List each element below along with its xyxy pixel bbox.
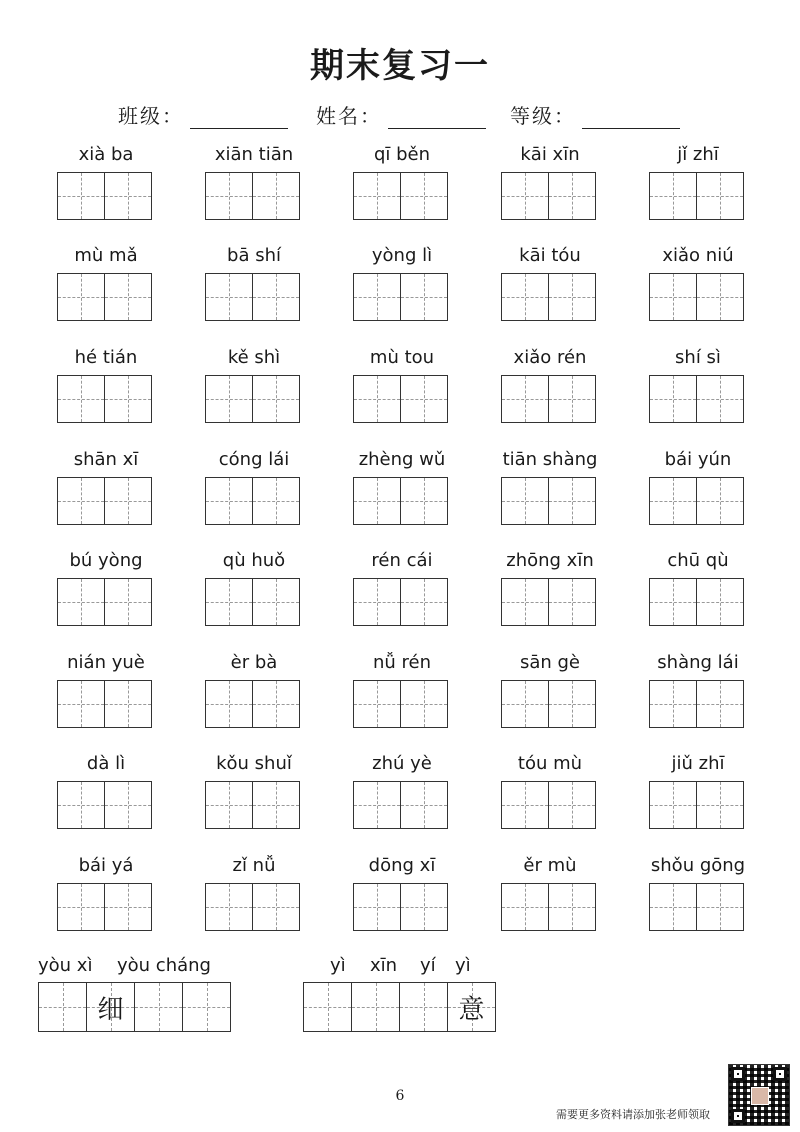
- qr-code-icon: [728, 1064, 790, 1126]
- tianzi-box[interactable]: [697, 172, 744, 220]
- tianzi-box[interactable]: [697, 477, 744, 525]
- idiom-pinyin: yì: [330, 955, 346, 976]
- tianzi-box[interactable]: [649, 680, 697, 728]
- tianzi-box[interactable]: [649, 883, 697, 931]
- idiom-box[interactable]: [303, 982, 352, 1032]
- tianzi-boxes: [649, 172, 744, 220]
- idiom-box[interactable]: [400, 982, 448, 1032]
- tianzi-boxes: [205, 477, 300, 525]
- tianzi-box[interactable]: [353, 680, 401, 728]
- tianzi-box[interactable]: [253, 883, 300, 931]
- tianzi-boxes: [353, 883, 448, 931]
- tianzi-box[interactable]: [253, 680, 300, 728]
- class-label: 班级：: [118, 104, 184, 128]
- tianzi-boxes: [57, 578, 152, 626]
- tianzi-boxes: [57, 375, 152, 423]
- word-pinyin: shǒu gōng: [650, 855, 746, 876]
- page-title: 期末复习一: [310, 46, 490, 86]
- word-pinyin: zhōng xīn: [506, 550, 594, 571]
- word-pinyin: dà lì: [86, 753, 126, 774]
- tianzi-box[interactable]: [253, 477, 300, 525]
- tianzi-boxes: [57, 781, 152, 829]
- given-character: [183, 983, 230, 1031]
- tianzi-box[interactable]: [501, 477, 549, 525]
- idiom-pinyin: yì: [455, 955, 471, 976]
- word-pinyin: shàng lái: [657, 652, 739, 673]
- tianzi-box[interactable]: [57, 273, 105, 321]
- tianzi-box[interactable]: [697, 883, 744, 931]
- tianzi-boxes: [205, 680, 300, 728]
- tianzi-box[interactable]: [253, 578, 300, 626]
- tianzi-box[interactable]: [549, 680, 596, 728]
- tianzi-boxes: [501, 883, 596, 931]
- tianzi-boxes: [649, 578, 744, 626]
- word-pinyin: nián yuè: [67, 652, 145, 673]
- tianzi-box[interactable]: [649, 578, 697, 626]
- tianzi-box[interactable]: [549, 172, 596, 220]
- tianzi-box[interactable]: [205, 883, 253, 931]
- tianzi-boxes: [205, 172, 300, 220]
- given-character: [352, 983, 399, 1031]
- tianzi-box[interactable]: [105, 172, 152, 220]
- idiom-boxes: [303, 982, 496, 1032]
- tianzi-box[interactable]: [253, 375, 300, 423]
- tianzi-box[interactable]: [205, 781, 253, 829]
- given-character: [400, 983, 447, 1031]
- word-pinyin: tóu mù: [517, 753, 583, 774]
- word-pinyin: zǐ nǚ: [232, 855, 276, 876]
- word-pinyin: xià ba: [78, 144, 134, 165]
- word-pinyin: cóng lái: [218, 449, 290, 470]
- tianzi-boxes: [57, 680, 152, 728]
- tianzi-box[interactable]: [649, 172, 697, 220]
- tianzi-boxes: [205, 273, 300, 321]
- tianzi-boxes: [57, 477, 152, 525]
- tianzi-boxes: [501, 477, 596, 525]
- tianzi-boxes: [353, 477, 448, 525]
- word-pinyin: xiǎo rén: [513, 347, 587, 368]
- idiom-pinyin: yòu cháng: [117, 955, 211, 976]
- tianzi-boxes: [205, 883, 300, 931]
- word-pinyin: mù mǎ: [74, 245, 138, 266]
- word-pinyin: zhèng wǔ: [358, 449, 446, 470]
- word-pinyin: xiǎo niú: [662, 245, 734, 266]
- word-pinyin: ěr mù: [523, 855, 577, 876]
- tianzi-box[interactable]: [57, 781, 105, 829]
- tianzi-box[interactable]: [697, 578, 744, 626]
- tianzi-boxes: [501, 172, 596, 220]
- tianzi-box[interactable]: [57, 680, 105, 728]
- idiom-pinyin: yí: [420, 955, 436, 976]
- tianzi-box[interactable]: [549, 578, 596, 626]
- idiom-boxes: [38, 982, 231, 1032]
- tianzi-box[interactable]: [401, 273, 448, 321]
- tianzi-box[interactable]: [649, 273, 697, 321]
- tianzi-box[interactable]: [401, 578, 448, 626]
- tianzi-boxes: [649, 375, 744, 423]
- word-pinyin: bú yòng: [69, 550, 143, 571]
- tianzi-boxes: [649, 273, 744, 321]
- tianzi-box[interactable]: [697, 781, 744, 829]
- tianzi-box[interactable]: [549, 477, 596, 525]
- tianzi-boxes: [501, 375, 596, 423]
- tianzi-box[interactable]: [105, 375, 152, 423]
- tianzi-box[interactable]: [57, 172, 105, 220]
- word-pinyin: bái yún: [664, 449, 732, 470]
- given-character: 意: [458, 994, 485, 1025]
- tianzi-box[interactable]: [649, 781, 697, 829]
- word-pinyin: hé tián: [74, 347, 138, 368]
- tianzi-box[interactable]: [501, 781, 549, 829]
- tianzi-boxes: [501, 781, 596, 829]
- tianzi-box[interactable]: [353, 375, 401, 423]
- tianzi-boxes: [205, 781, 300, 829]
- tianzi-boxes: [205, 578, 300, 626]
- tianzi-box[interactable]: [549, 883, 596, 931]
- tianzi-box[interactable]: [401, 883, 448, 931]
- tianzi-box[interactable]: [353, 781, 401, 829]
- tianzi-box[interactable]: [105, 781, 152, 829]
- tianzi-boxes: [353, 273, 448, 321]
- word-pinyin: bái yá: [78, 855, 134, 876]
- tianzi-box[interactable]: [105, 477, 152, 525]
- tianzi-box[interactable]: [401, 781, 448, 829]
- tianzi-boxes: [649, 477, 744, 525]
- tianzi-boxes: [353, 578, 448, 626]
- name-label: 姓名：: [316, 104, 382, 128]
- word-pinyin: jiǔ zhī: [671, 753, 725, 774]
- tianzi-box[interactable]: [253, 172, 300, 220]
- tianzi-box[interactable]: [105, 578, 152, 626]
- idiom-box[interactable]: [38, 982, 87, 1032]
- word-pinyin: dōng xī: [368, 855, 436, 876]
- tianzi-box[interactable]: [57, 578, 105, 626]
- given-character: 细: [97, 994, 124, 1025]
- tianzi-box[interactable]: [697, 680, 744, 728]
- tianzi-box[interactable]: [353, 578, 401, 626]
- word-pinyin: sān gè: [519, 652, 581, 673]
- tianzi-box[interactable]: [401, 375, 448, 423]
- word-pinyin: tiān shàng: [502, 449, 598, 470]
- tianzi-boxes: [57, 883, 152, 931]
- given-character: [39, 983, 86, 1031]
- grade-label: 等级：: [510, 104, 576, 128]
- tianzi-box[interactable]: [501, 578, 549, 626]
- tianzi-box[interactable]: [205, 375, 253, 423]
- tianzi-box[interactable]: [353, 477, 401, 525]
- word-pinyin: shān xī: [73, 449, 139, 470]
- tianzi-box[interactable]: [401, 477, 448, 525]
- tianzi-box[interactable]: [57, 375, 105, 423]
- tianzi-boxes: [649, 883, 744, 931]
- tianzi-box[interactable]: [501, 273, 549, 321]
- tianzi-box[interactable]: [549, 781, 596, 829]
- tianzi-boxes: [353, 781, 448, 829]
- tianzi-boxes: [649, 680, 744, 728]
- idiom-box[interactable]: [183, 982, 231, 1032]
- word-pinyin: chū qù: [667, 550, 729, 571]
- tianzi-boxes: [353, 680, 448, 728]
- idiom-pinyin: xīn: [370, 955, 398, 976]
- word-pinyin: bā shí: [227, 245, 281, 266]
- word-pinyin: kāi xīn: [520, 144, 580, 165]
- tianzi-box[interactable]: [697, 375, 744, 423]
- given-character: [135, 983, 182, 1031]
- tianzi-box[interactable]: [105, 883, 152, 931]
- idiom-pinyin: yòu xì: [38, 955, 93, 976]
- word-pinyin: qù huǒ: [222, 550, 286, 571]
- word-pinyin: kě shì: [227, 347, 281, 368]
- word-pinyin: yòng lì: [371, 245, 433, 266]
- tianzi-box[interactable]: [205, 477, 253, 525]
- word-pinyin: kǒu shuǐ: [216, 753, 292, 774]
- tianzi-box[interactable]: [205, 578, 253, 626]
- tianzi-box[interactable]: [253, 781, 300, 829]
- tianzi-boxes: [205, 375, 300, 423]
- word-pinyin: zhú yè: [372, 753, 432, 774]
- word-pinyin: shí sì: [675, 347, 721, 368]
- tianzi-box[interactable]: [105, 273, 152, 321]
- footer-note: 需要更多资料请添加张老师领取: [556, 1108, 710, 1121]
- word-pinyin: jǐ zhī: [677, 144, 719, 165]
- word-pinyin: kāi tóu: [519, 245, 581, 266]
- word-pinyin: xiān tiān: [214, 144, 294, 165]
- word-pinyin: mù tou: [369, 347, 435, 368]
- tianzi-boxes: [649, 781, 744, 829]
- tianzi-boxes: [57, 172, 152, 220]
- tianzi-box[interactable]: [353, 172, 401, 220]
- tianzi-box[interactable]: [57, 883, 105, 931]
- tianzi-box[interactable]: [253, 273, 300, 321]
- tianzi-box[interactable]: [401, 172, 448, 220]
- tianzi-box[interactable]: [501, 883, 549, 931]
- word-pinyin: nǚ rén: [372, 652, 432, 673]
- idiom-box[interactable]: [448, 982, 496, 1032]
- tianzi-box[interactable]: [549, 273, 596, 321]
- given-character: [304, 983, 351, 1031]
- tianzi-box[interactable]: [501, 680, 549, 728]
- page-number: 6: [395, 1088, 405, 1104]
- idiom-box[interactable]: [352, 982, 400, 1032]
- tianzi-box[interactable]: [105, 680, 152, 728]
- tianzi-box[interactable]: [353, 883, 401, 931]
- idiom-box[interactable]: [135, 982, 183, 1032]
- tianzi-boxes: [353, 172, 448, 220]
- word-pinyin: qī běn: [373, 144, 431, 165]
- tianzi-box[interactable]: [205, 172, 253, 220]
- tianzi-box[interactable]: [501, 375, 549, 423]
- tianzi-boxes: [501, 273, 596, 321]
- tianzi-box[interactable]: [57, 477, 105, 525]
- tianzi-box[interactable]: [697, 273, 744, 321]
- idiom-box[interactable]: [87, 982, 135, 1032]
- tianzi-box[interactable]: [205, 273, 253, 321]
- tianzi-boxes: [501, 578, 596, 626]
- tianzi-boxes: [57, 273, 152, 321]
- tianzi-box[interactable]: [501, 172, 549, 220]
- word-pinyin: èr bà: [230, 652, 278, 673]
- tianzi-box[interactable]: [353, 273, 401, 321]
- tianzi-box[interactable]: [649, 477, 697, 525]
- tianzi-boxes: [353, 375, 448, 423]
- word-pinyin: rén cái: [371, 550, 433, 571]
- tianzi-box[interactable]: [205, 680, 253, 728]
- tianzi-box[interactable]: [549, 375, 596, 423]
- tianzi-boxes: [501, 680, 596, 728]
- tianzi-box[interactable]: [401, 680, 448, 728]
- tianzi-box[interactable]: [649, 375, 697, 423]
